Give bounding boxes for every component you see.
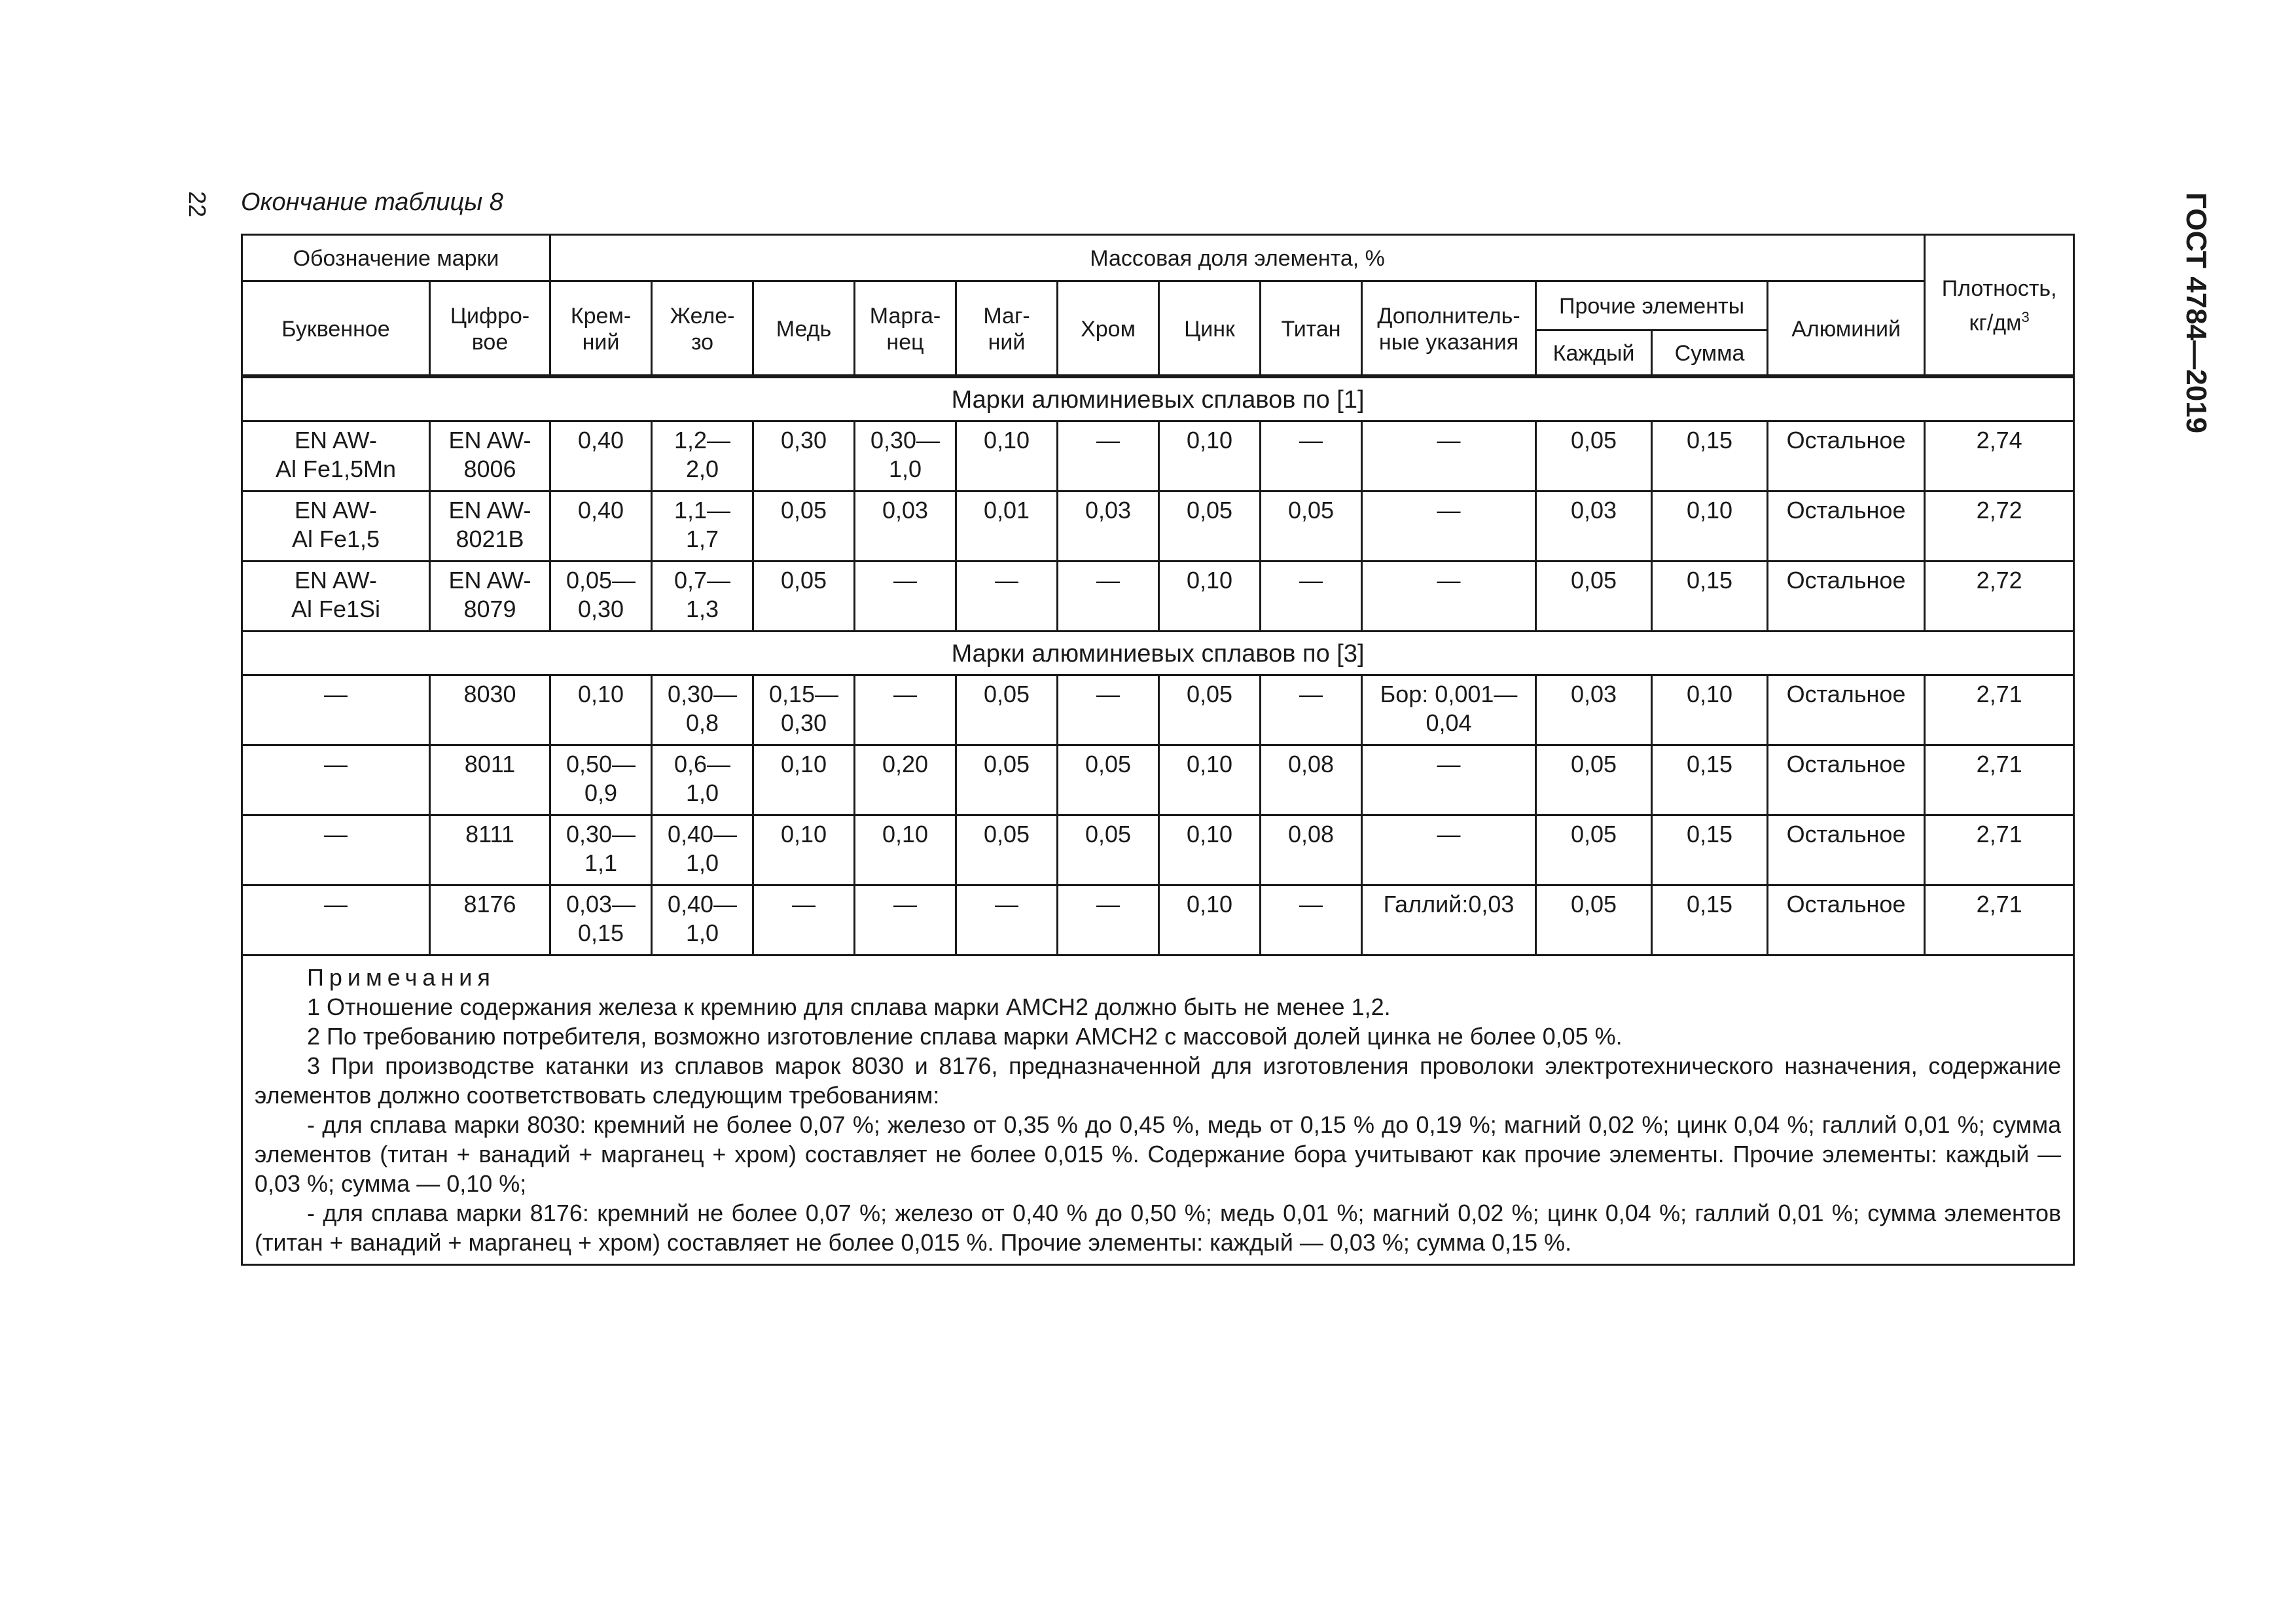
table-cell: — (1362, 491, 1536, 562)
note-item: - для сплава марки 8176: кремний не более 0,07 %; железо от 0,40 % до 0,50 %; медь 0,01 %; магний 0,02 %; цинк 0,04 %; галлий 0,01 %; сумма элементов (титан + ванадий + марганец + хром) составляет не более 0,015 %. Прочие элементы: каждый — 0,03 %; сумма 0,15 %. (255, 1200, 2062, 1256)
table-cell: — (1261, 562, 1362, 632)
table-cell: Остальное (1768, 815, 1925, 885)
table-caption: Окончание таблицы 8 (241, 188, 503, 216)
table-cell: 0,30 (753, 421, 855, 491)
table-cell: 0,10 (550, 675, 652, 745)
table-cell: 0,50— 0,9 (550, 745, 652, 815)
table-cell: Остальное (1768, 491, 1925, 562)
table-cell: 0,05 (1058, 815, 1159, 885)
table-cell: 0,05 (956, 745, 1058, 815)
header-zinc: Цинк (1159, 281, 1261, 376)
table-cell: 0,10 (1159, 421, 1261, 491)
table-cell: 2,71 (1925, 815, 2074, 885)
table-cell: 0,08 (1261, 745, 1362, 815)
table-cell: Остальное (1768, 745, 1925, 815)
table-cell: — (956, 562, 1058, 632)
header-magnesium: Маг- ний (956, 281, 1058, 376)
table-cell: — (1362, 745, 1536, 815)
table-cell: — (1362, 815, 1536, 885)
table-cell: 0,05 (1536, 745, 1652, 815)
table-cell: — (1058, 421, 1159, 491)
table-cell: — (1058, 562, 1159, 632)
table-cell: 0,05 (753, 491, 855, 562)
table-cell: 0,05 (753, 562, 855, 632)
table-cell: 0,05 (956, 675, 1058, 745)
table-cell: 8030 (430, 675, 550, 745)
table-cell: 0,10 (1159, 885, 1261, 955)
table-cell: 0,03 (1536, 491, 1652, 562)
table-row (242, 815, 2074, 885)
table-row (242, 675, 2074, 745)
header-chromium: Хром (1058, 281, 1159, 376)
table-cell: 1,2— 2,0 (652, 421, 753, 491)
table-cell: — (242, 885, 430, 955)
table-cell: 0,20 (855, 745, 956, 815)
table-cell: 0,40 (550, 421, 652, 491)
header-density-label: Плотность, кг/дм (1941, 276, 2057, 336)
table-cell: EN AW- Al Fe1,5 (242, 491, 430, 562)
table-cell: 0,05 (1536, 421, 1652, 491)
table-cell: 0,40 (550, 491, 652, 562)
header-letter: Буквенное (242, 281, 430, 376)
group-title: Марки алюминиевых сплавов по [1] (242, 378, 2074, 421)
header-manganese: Марга- нец (855, 281, 956, 376)
table-cell: 8011 (430, 745, 550, 815)
table-cell: 0,40— 1,0 (652, 815, 753, 885)
table-cell: 0,7— 1,3 (652, 562, 753, 632)
table-cell: — (242, 745, 430, 815)
group-title: Марки алюминиевых сплавов по [3] (242, 632, 2074, 675)
table-cell: EN AW- Al Fe1Si (242, 562, 430, 632)
table-cell: 0,08 (1261, 815, 1362, 885)
header-each: Каждый (1536, 330, 1652, 376)
note-item: 2 По требованию потребителя, возможно изготовление сплава марки АМСН2 с массовой долей цинка не более 0,05 %. (307, 1023, 1623, 1050)
table-cell: 8111 (430, 815, 550, 885)
table-cell: — (1362, 421, 1536, 491)
table-cell: Остальное (1768, 885, 1925, 955)
table-cell: 0,03 (855, 491, 956, 562)
note-item: - для сплава марки 8030: кремний не более 0,07 %; железо от 0,35 % до 0,45 %, медь от 0,15 % до 0,19 %; магний 0,02 %; цинк 0,04 %; галлий 0,01 %; сумма элементов (титан + ванадий + марганец + хром) составляет не более 0,015 %. Содержание бора учитывают как прочие элементы. Прочие элементы: каждый — 0,03 %; сумма — 0,10 %; (255, 1111, 2062, 1197)
table-cell: 2,71 (1925, 675, 2074, 745)
table-row (242, 562, 2074, 632)
header-other-elements: Прочие элементы (1536, 281, 1768, 330)
header-copper: Медь (753, 281, 855, 376)
table-cell: — (956, 885, 1058, 955)
table-cell: 0,03 (1536, 675, 1652, 745)
standard-number: ГОСТ 4784—2019 (2180, 192, 2212, 434)
header-designation: Обозначение марки (242, 235, 550, 281)
table-row (242, 745, 2074, 815)
table-cell: — (855, 675, 956, 745)
table-cell: 0,30— 1,0 (855, 421, 956, 491)
table-cell: 0,15 (1652, 745, 1768, 815)
notes-title: Примечания (307, 964, 495, 991)
table-cell: 2,71 (1925, 885, 2074, 955)
table-cell: — (1362, 562, 1536, 632)
table-cell: 0,10 (1652, 491, 1768, 562)
table-cell: Бор: 0,001— 0,04 (1362, 675, 1536, 745)
header-sum: Сумма (1652, 330, 1768, 376)
header-aluminium: Алюминий (1768, 281, 1925, 376)
table-row (242, 421, 2074, 491)
alloy-composition-table (241, 234, 2075, 1266)
table-cell: 0,03 (1058, 491, 1159, 562)
table-cell: 0,05— 0,30 (550, 562, 652, 632)
table-cell: 2,72 (1925, 491, 2074, 562)
table-cell: 0,10 (753, 815, 855, 885)
table-cell: 8176 (430, 885, 550, 955)
table-cell: 0,6— 1,0 (652, 745, 753, 815)
header-density-sup: 3 (2021, 308, 2030, 325)
table-cell: EN AW- 8021B (430, 491, 550, 562)
header-digital: Цифро- вое (430, 281, 550, 376)
table-cell: EN AW- 8006 (430, 421, 550, 491)
table-cell: 0,05 (1058, 745, 1159, 815)
table-cell: 0,05 (1536, 885, 1652, 955)
table-cell: 0,05 (956, 815, 1058, 885)
table-cell: 0,15 (1652, 562, 1768, 632)
table-cell: 0,05 (1536, 562, 1652, 632)
table-cell: — (1058, 675, 1159, 745)
table-cell: 1,1— 1,7 (652, 491, 753, 562)
table-cell: 2,72 (1925, 562, 2074, 632)
table-cell: 0,30— 1,1 (550, 815, 652, 885)
header-titanium: Титан (1261, 281, 1362, 376)
table-cell: 0,15 (1652, 421, 1768, 491)
table-cell: — (1261, 421, 1362, 491)
table-cell: EN AW- Al Fe1,5Mn (242, 421, 430, 491)
table-cell: — (242, 815, 430, 885)
table-cell: — (753, 885, 855, 955)
table-cell: 0,10 (753, 745, 855, 815)
table-cell: — (242, 675, 430, 745)
table-cell: 0,40— 1,0 (652, 885, 753, 955)
table-cell: 0,10 (1159, 562, 1261, 632)
table-cell: 0,10 (1652, 675, 1768, 745)
table-cell: 0,10 (855, 815, 956, 885)
table-cell: — (855, 562, 956, 632)
note-item: 3 При производстве катанки из сплавов марок 8030 и 8176, предназначенной для изготовления проволоки электротехнического назначения, содержание элементов должно соответствовать следующим требованиям: (255, 1052, 2062, 1109)
header-density (1925, 235, 2074, 376)
table-cell: 0,05 (1261, 491, 1362, 562)
table-cell: 2,74 (1925, 421, 2074, 491)
table-cell: — (1261, 885, 1362, 955)
table-row (242, 491, 2074, 562)
table-cell: Остальное (1768, 421, 1925, 491)
table-cell: 0,15— 0,30 (753, 675, 855, 745)
table-cell: Остальное (1768, 562, 1925, 632)
table-cell: 0,30— 0,8 (652, 675, 753, 745)
table-cell: EN AW- 8079 (430, 562, 550, 632)
page-number: 22 (184, 191, 211, 218)
table-row (242, 885, 2074, 955)
header-mass-fraction: Массовая доля элемента, % (550, 235, 1925, 281)
header-silicon: Крем- ний (550, 281, 652, 376)
table-cell: — (855, 885, 956, 955)
table-cell: 0,10 (956, 421, 1058, 491)
notes-block (242, 955, 2074, 1265)
table-cell: 0,05 (1159, 491, 1261, 562)
table-cell: — (1261, 675, 1362, 745)
table-cell: Остальное (1768, 675, 1925, 745)
header-additional: Дополнитель- ные указания (1362, 281, 1536, 376)
table-cell: 2,71 (1925, 745, 2074, 815)
table-cell: Галлий:0,03 (1362, 885, 1536, 955)
table-cell: 0,15 (1652, 885, 1768, 955)
header-iron: Желе- зо (652, 281, 753, 376)
table-cell: 0,05 (1159, 675, 1261, 745)
table-cell: 0,01 (956, 491, 1058, 562)
note-item: 1 Отношение содержания железа к кремнию для сплава марки АМСН2 должно быть не менее 1,2. (307, 993, 1391, 1020)
table-cell: 0,10 (1159, 745, 1261, 815)
table-cell: 0,15 (1652, 815, 1768, 885)
table-cell: 0,10 (1159, 815, 1261, 885)
table-cell: — (1058, 885, 1159, 955)
table-cell: 0,05 (1536, 815, 1652, 885)
table-cell: 0,03— 0,15 (550, 885, 652, 955)
